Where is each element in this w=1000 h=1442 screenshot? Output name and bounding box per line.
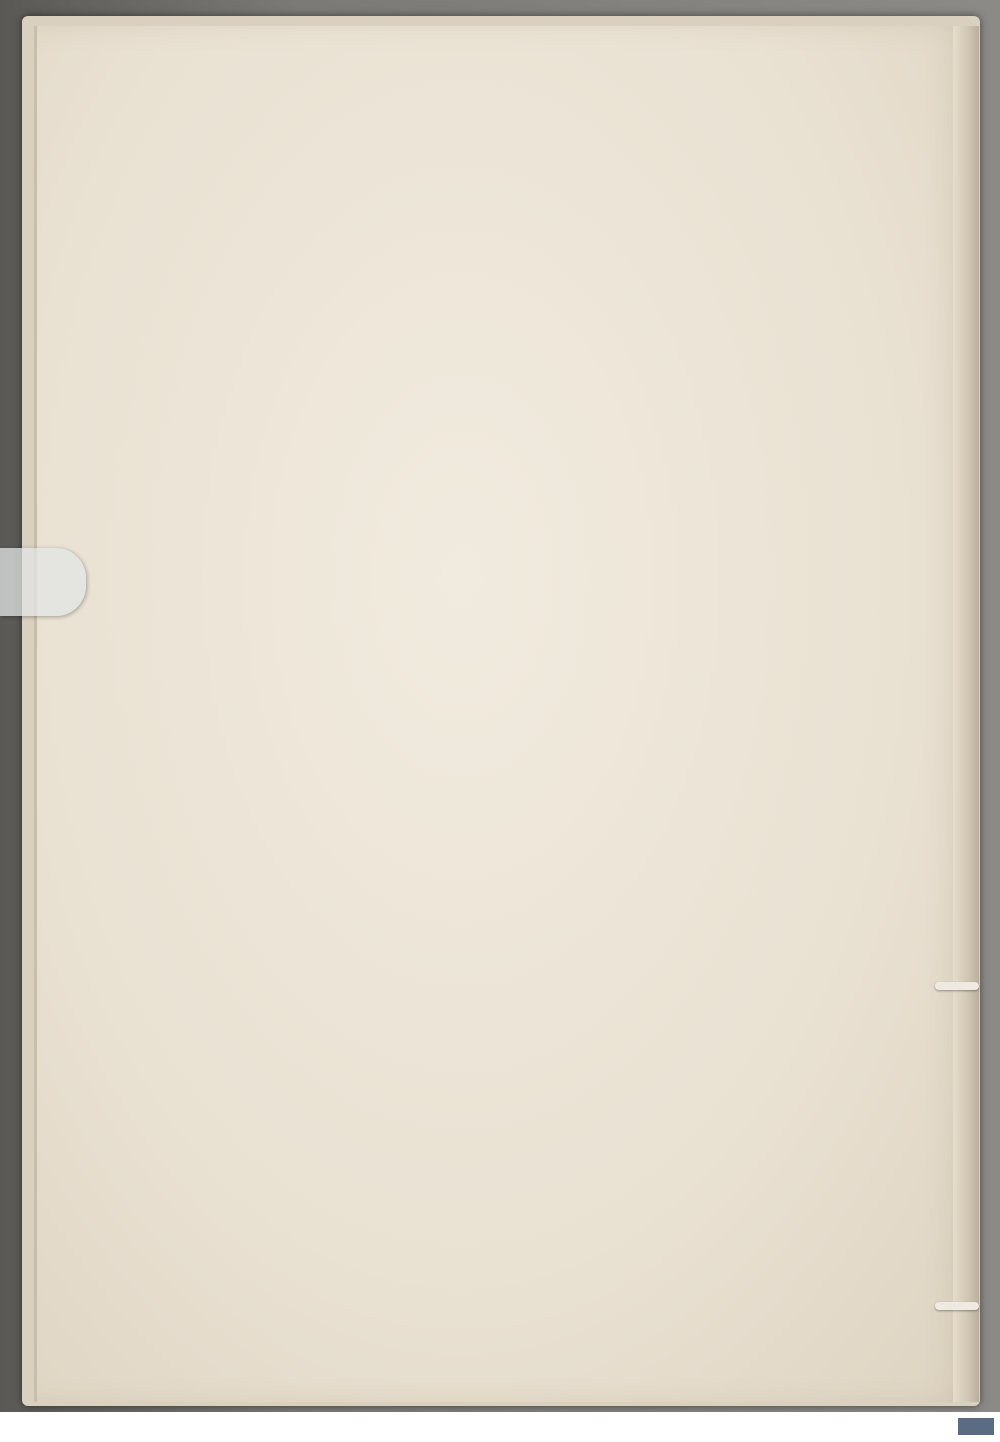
running-heading xyxy=(268,134,836,188)
binding-string xyxy=(935,1302,979,1310)
binding-string xyxy=(935,982,979,990)
footer-bar xyxy=(0,1412,1000,1442)
page-gutter xyxy=(953,26,979,1402)
book-page xyxy=(34,26,979,1402)
page-clip xyxy=(0,548,86,616)
dfg-logo xyxy=(958,1418,994,1435)
text-block xyxy=(238,134,836,188)
